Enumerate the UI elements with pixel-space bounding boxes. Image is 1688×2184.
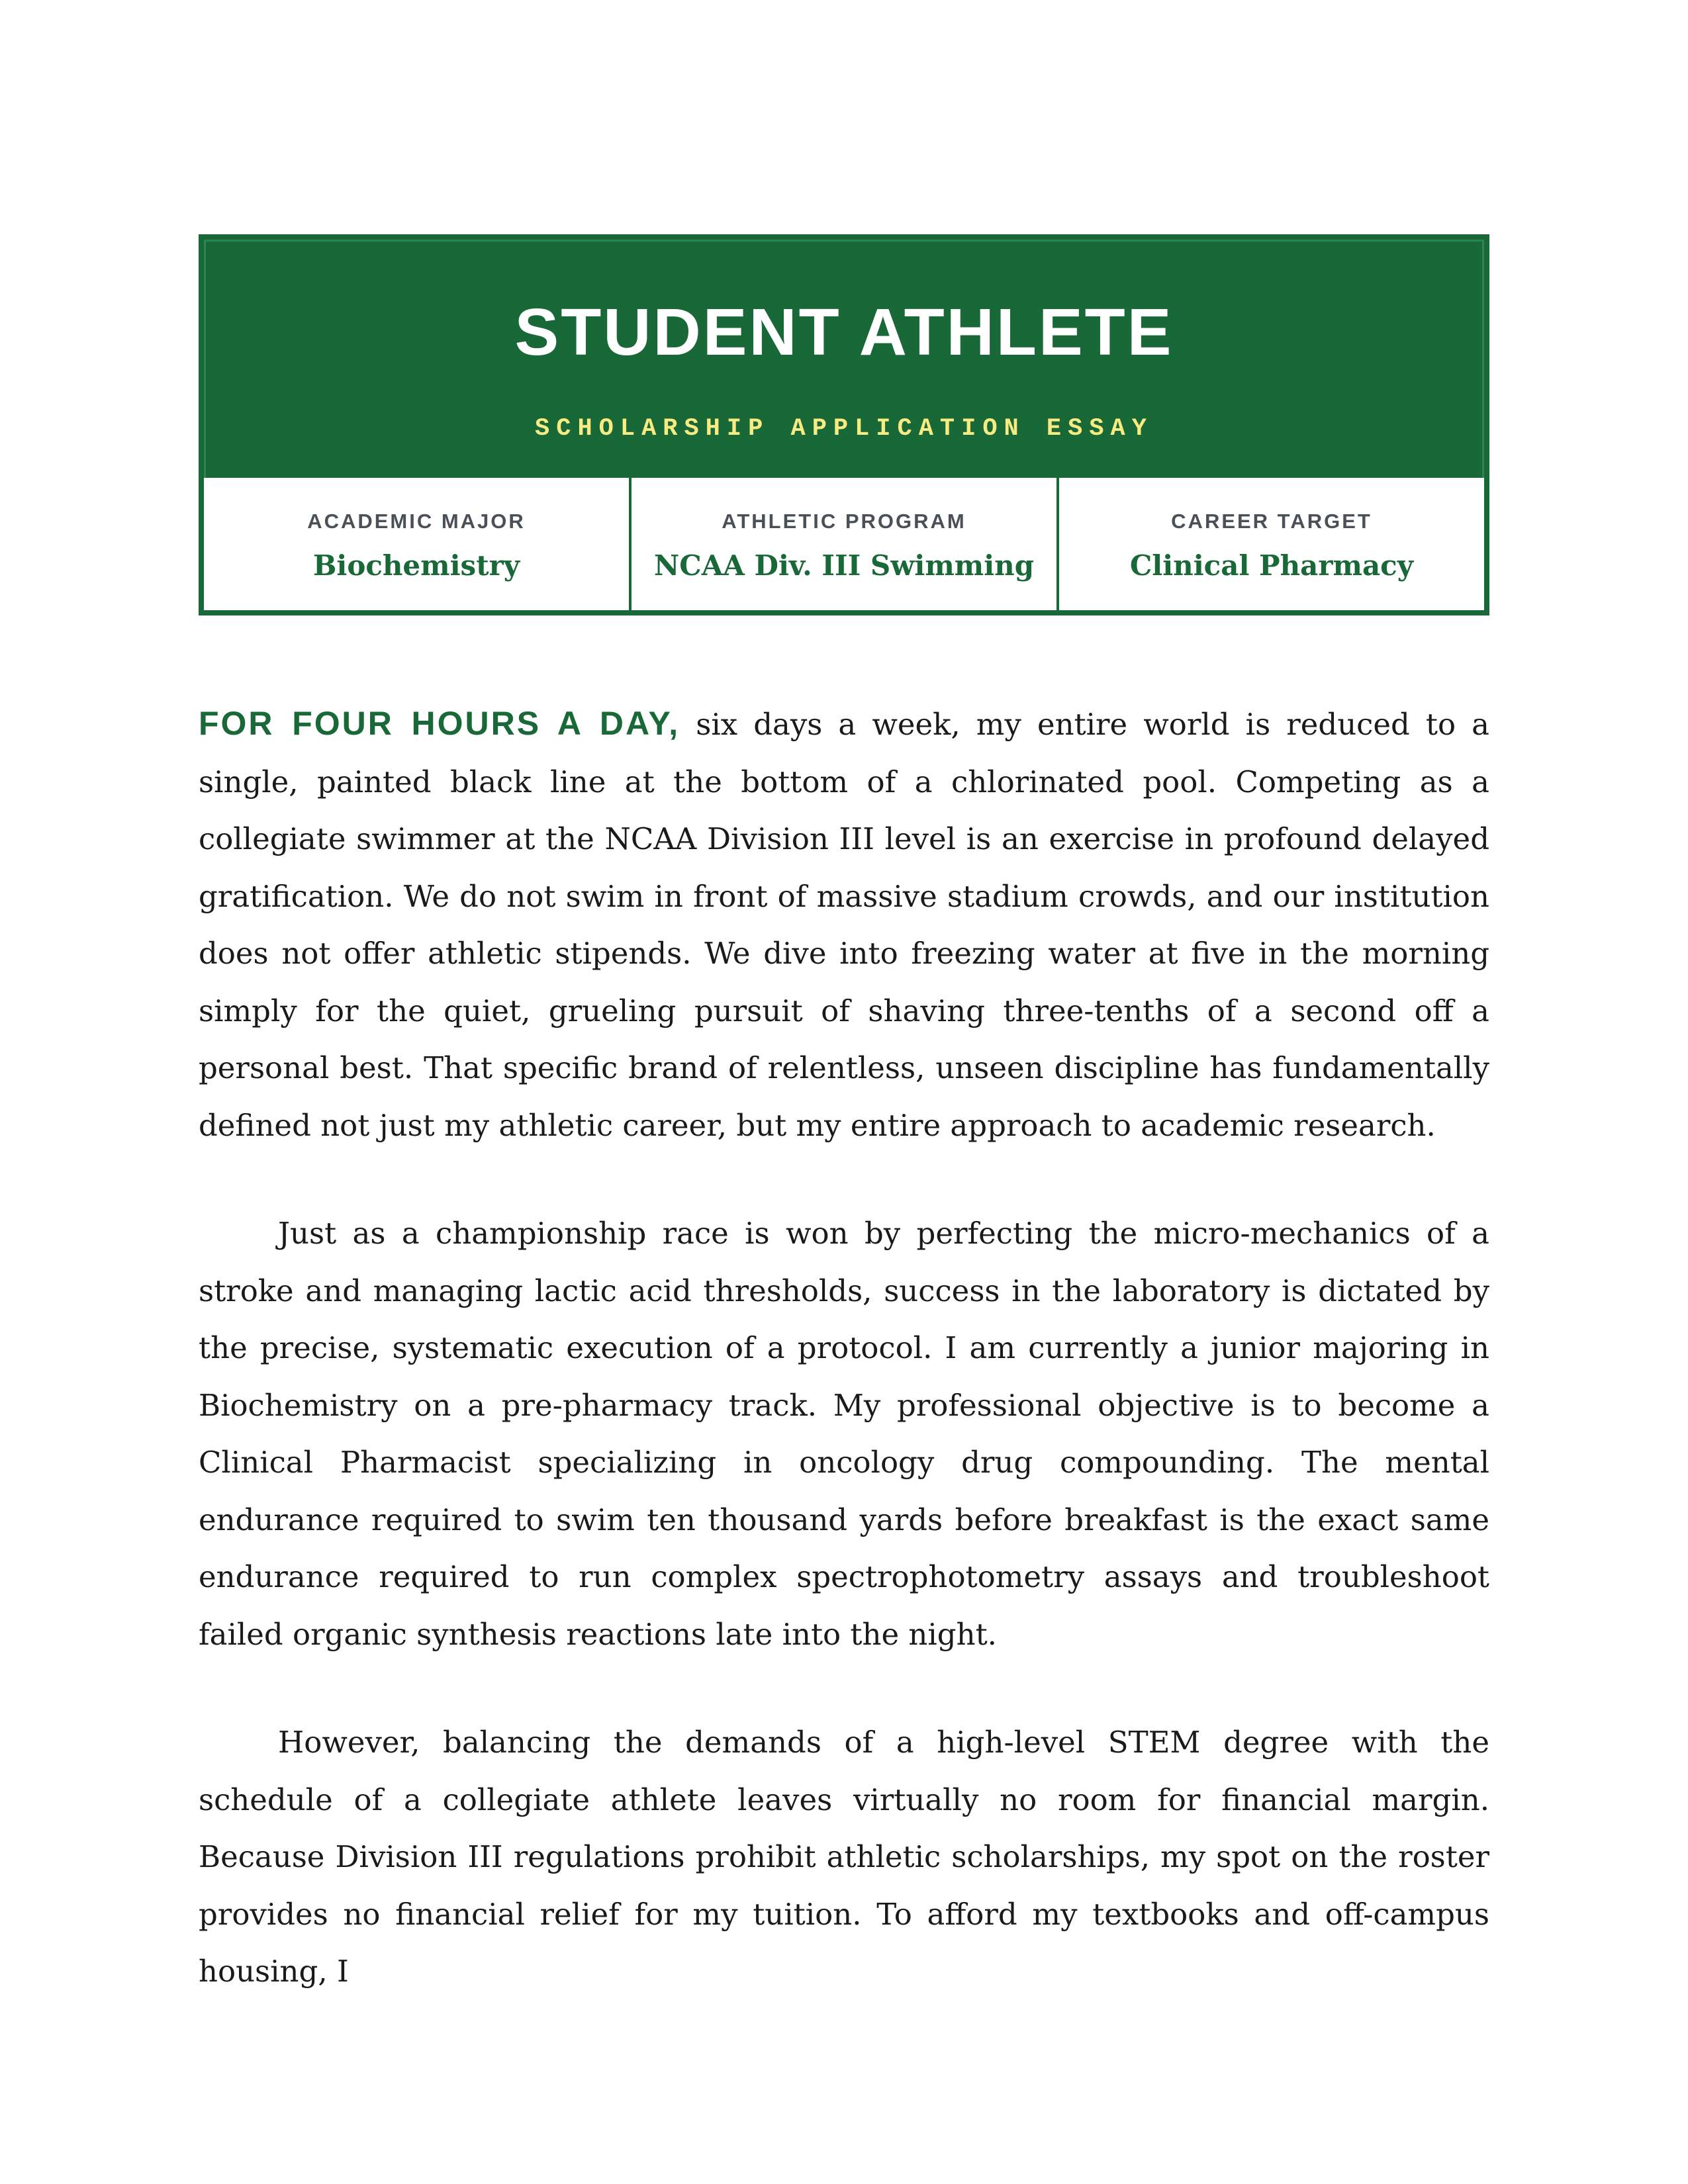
document-page bbox=[199, 234, 1489, 2052]
essay-paragraph-text: six days a week, my entire world is reduced to a single, painted black line at the bottom of a chlorinated pool. Competing as a collegiate swimmer at the NCAA Division III level is an exercise in profound delayed gratification. We do not swim in front of massive stadium crowds, and our institution does not offer athletic stipends. We dive into freezing water at five in the morning simply for the quiet, grueling pursuit of shaving three-tenths of a second off a personal best. That specific brand of relentless, unseen discipline has fundamentally defined not just my athletic career, but my entire approach to academic research. bbox=[199, 707, 1489, 1143]
field-academic-major bbox=[204, 478, 629, 610]
essay-paragraph-2: Just as a championship race is won by perfecting the micro-mechanics of a stroke and managing lactic acid thresholds, success in the laboratory is dictated by the precise, systematic execution of a protocol. I am currently a junior majoring in Biochemistry on a pre-pharmacy track. My professional objective is to become a Clinical Pharmacist specializing in oncology drug compounding. The mental endurance required to swim ten thousand yards before breakfast is the exact same endurance required to run complex spectrophotometry assays and troubleshoot failed organic synthesis reactions late into the night. bbox=[199, 1216, 1489, 1652]
field-value: Clinical Pharmacy bbox=[1129, 549, 1414, 582]
field-career-target bbox=[1056, 478, 1484, 610]
info-fields bbox=[204, 478, 1484, 610]
essay-paragraph-3: However, balancing the demands of a high-level STEM degree with the schedule of a collegiate athlete leaves virtually no room for financial margin. Because Division III regulations prohibit athletic scholarships, my spot on the roster provides no financial relief for my tuition. To afford my textbooks and off-campus housing, I bbox=[199, 1725, 1489, 1989]
field-label: ACADEMIC MAJOR bbox=[307, 510, 526, 533]
essay-lead-in: FOR FOUR HOURS A DAY, bbox=[199, 705, 680, 742]
field-label: ATHLETIC PROGRAM bbox=[722, 510, 966, 533]
field-athletic-program bbox=[629, 478, 1056, 610]
document-subtitle: SCHOLARSHIP APPLICATION ESSAY bbox=[535, 415, 1153, 443]
field-label: CAREER TARGET bbox=[1171, 510, 1372, 533]
header-banner bbox=[204, 240, 1484, 478]
essay-body bbox=[199, 695, 1489, 2001]
header-box bbox=[199, 234, 1489, 615]
field-value: NCAA Div. III Swimming bbox=[653, 549, 1035, 582]
document-title: STUDENT ATHLETE bbox=[514, 295, 1174, 369]
field-value: Biochemistry bbox=[312, 549, 520, 582]
essay-paragraph-1 bbox=[199, 695, 1489, 1154]
